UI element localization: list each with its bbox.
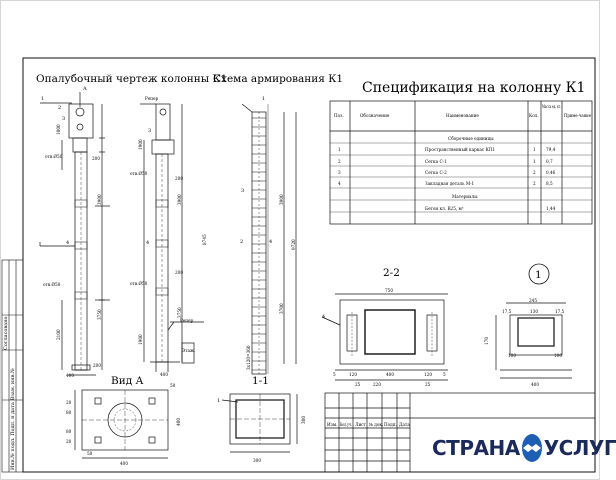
spec-row-2-mass: 0,7 xyxy=(546,159,553,164)
stamp-col-6: Дата xyxy=(399,422,410,427)
dim-9720-rebar: 9720 xyxy=(291,239,296,250)
node-w245: 245 xyxy=(529,298,537,303)
label-1-rebar: 1 xyxy=(262,96,266,102)
label-4-front: 4 xyxy=(66,240,70,246)
stamp-col-5: Подп. xyxy=(384,422,397,427)
dim-3750-side: 3750 xyxy=(177,307,182,318)
spec-material-mass: 1,44 xyxy=(546,206,556,211)
node-w175a: 17,5 xyxy=(502,309,512,314)
spec-row-3-mass: 0,46 xyxy=(546,170,556,175)
node-w170: 170 xyxy=(484,337,489,345)
spec-material-name: Бетон кл. В25, м³ xyxy=(425,206,464,211)
node-w100a: 100 xyxy=(508,353,516,358)
node-w100b: 100 xyxy=(554,353,562,358)
sec11-dim-300v: 300 xyxy=(301,416,306,424)
sec22-dim-25: 25 xyxy=(355,382,361,387)
spec-header-name: Наименование xyxy=(446,113,479,118)
viewa-dim-20b: 20 xyxy=(66,439,72,444)
dim-1000-front: 1000 xyxy=(56,124,61,135)
dim-200-side: 200 xyxy=(175,176,183,181)
hole-label-front: отв.Ø50 xyxy=(45,154,63,159)
dim-200-front-a: 200 xyxy=(92,156,100,161)
spec-header-note: Приме-чание xyxy=(564,113,592,118)
node-w175b: 17,5 xyxy=(555,309,565,314)
section-22-title: 2-2 xyxy=(383,267,400,279)
hole-label-side-b: отв.Ø50 xyxy=(130,281,148,286)
dim-200-side-b: 200 xyxy=(175,270,183,275)
viewa-dim-400h: 400 xyxy=(120,461,128,466)
dim-2100-front: 2100 xyxy=(56,329,61,340)
reinforcement-title: Схема армирования К1 xyxy=(213,73,344,85)
sec11-dim-300h: 300 xyxy=(253,458,261,463)
spec-header-qty: Кол. xyxy=(529,113,539,118)
handshake-icon xyxy=(522,434,542,462)
viewa-dim-20a: 20 xyxy=(66,400,72,405)
stamp-col-2: Кол.уч. xyxy=(340,422,352,427)
dim-1900-side-b: 1900 xyxy=(138,334,143,345)
spec-row-4-pos: 4 xyxy=(338,181,341,186)
dim-200-front-b: 200 xyxy=(93,363,101,368)
dim-8745: 8745 xyxy=(202,234,207,245)
sec22-dim-25b: 25 xyxy=(425,382,431,387)
sec22-dim-120b: 120 xyxy=(424,372,432,377)
node-1-number: 1 xyxy=(535,269,542,281)
viewa-dim-80a: 80 xyxy=(66,410,72,415)
stamp-col-3: Лист xyxy=(355,422,366,427)
spec-row-1-mass: 79,4 xyxy=(546,147,556,152)
spec-row-1-qty: 1 xyxy=(533,147,536,152)
hole-label-side: отв.Ø50 xyxy=(130,171,148,176)
label-a: А xyxy=(83,86,87,92)
sec22-dim-5b: 5 xyxy=(443,372,446,377)
spec-row-4-mass: 8,5 xyxy=(546,181,553,186)
viewa-dim-50b: 50 xyxy=(87,451,93,456)
dim-3700-rebar: 3700 xyxy=(279,303,284,314)
spec-row-2-pos: 2 xyxy=(338,159,341,164)
watermark-right-text: УСЛУГ xyxy=(543,436,616,460)
spec-row-4-qty: 2 xyxy=(533,181,536,186)
label-4-rebar: 4 xyxy=(269,239,273,245)
sec22-dim-5: 5 xyxy=(333,372,336,377)
label-1-sec11: 1 xyxy=(217,398,221,404)
label-4-sec22: 4 xyxy=(322,314,326,320)
label-2-rebar: 2 xyxy=(240,239,244,245)
spec-row-3-qty: 2 xyxy=(533,170,536,175)
viewa-dim-80b: 80 xyxy=(66,429,72,434)
shift-label: Этаж. xyxy=(182,348,196,353)
dim-400-side: 400 xyxy=(160,372,168,377)
viewa-dim-50a: 50 xyxy=(170,383,176,388)
dim-3900-rebar: 3900 xyxy=(279,194,284,205)
spec-header-pos: Поз. xyxy=(334,113,344,118)
spec-row-1-pos: 1 xyxy=(338,147,341,152)
label-3-front: 3 xyxy=(62,116,66,122)
dim-3900-front: 3900 xyxy=(97,194,102,205)
spec-row-2-qty: 1 xyxy=(533,159,536,164)
view-a-title: Вид А xyxy=(111,375,144,387)
left-stamp-text: Инв.№ подл. Подп. и дата Взам. инв.№ xyxy=(10,368,16,470)
dim-3750-front: 3750 xyxy=(97,309,102,320)
hole-label-front-b: отв.Ø50 xyxy=(43,282,61,287)
viewa-dim-400v: 400 xyxy=(176,418,181,426)
stamp-col-4: № док. xyxy=(369,422,384,427)
specification-title: Спецификация на колонну К1 xyxy=(362,80,586,96)
label-4-side: 4 xyxy=(146,240,150,246)
spec-row-2-name: Сетка С-1 xyxy=(425,159,447,164)
watermark-left-text: СТРАНА xyxy=(432,436,520,460)
reper-label-top: Репер xyxy=(145,96,159,101)
reper-label-bottom: Репер xyxy=(180,318,194,323)
sec22-dim-120: 120 xyxy=(349,372,357,377)
spec-header-designation: Обозначение xyxy=(360,113,390,118)
sec22-dim-220: 220 xyxy=(373,382,381,387)
spec-section-assembly: Сборочные единицы xyxy=(448,136,494,141)
spec-row-3-pos: 3 xyxy=(338,170,341,175)
spec-header-mass: Масса ед. кг. xyxy=(542,104,561,109)
formwork-title: Опалубочный чертеж колонны К1 xyxy=(36,73,228,85)
spec-section-materials: Материалы xyxy=(452,194,478,199)
label-1-front: 1 xyxy=(41,96,45,102)
section-11-title: 1-1 xyxy=(252,375,269,387)
node-w400: 400 xyxy=(531,382,539,387)
spec-row-4-name: Закладная деталь М-1 xyxy=(425,181,475,186)
spec-row-3-name: Сетка С-2 xyxy=(425,170,447,175)
watermark-logo xyxy=(432,430,616,466)
agreed-label: Согласовано xyxy=(3,316,9,350)
node-w130: 130 xyxy=(530,309,538,314)
dim-1900-side: 1900 xyxy=(138,139,143,150)
sec22-dim-400: 400 xyxy=(386,372,394,377)
stamp-col-1: Изм. xyxy=(327,422,338,427)
dim-3900-side: 3900 xyxy=(177,194,182,205)
label-3-side: 3 xyxy=(148,128,152,134)
dim-400-front: 400 xyxy=(66,373,74,378)
dim-3x120-rebar: 3x120=360 xyxy=(246,345,251,370)
spec-row-1-name: Пространственный каркас КП1 xyxy=(425,147,496,152)
sec22-width: 750 xyxy=(385,288,393,293)
label-2-front: 2 xyxy=(58,105,62,111)
label-3-rebar: 3 xyxy=(241,188,245,194)
